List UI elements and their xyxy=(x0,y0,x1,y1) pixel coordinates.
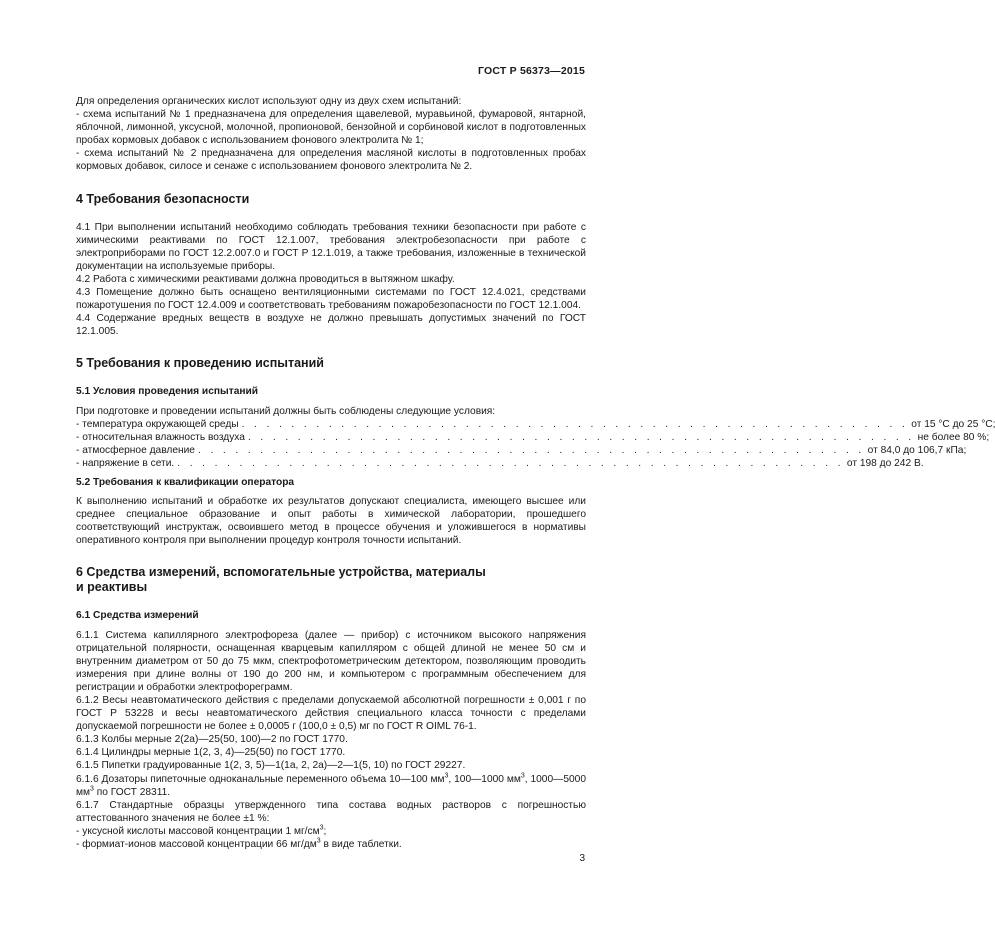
condition-value: от 198 до 242 В. xyxy=(846,457,924,469)
condition-label: - относительная влажность воздуха xyxy=(76,431,245,443)
p616-part-c: , 1000—5000 мм xyxy=(76,773,586,798)
superscript: 3 xyxy=(444,772,449,780)
dot-leader: . . . . . . . . . . . . . . . . . . . . . . . . . . . . . . . . . . . . . . . . . . . . . . . . . . . . . . xyxy=(197,444,865,456)
section-5-2-title: 5.2 Требования к квалификации оператора xyxy=(76,476,295,488)
paragraph-6-1-7-item xyxy=(76,838,586,851)
item-text: в виде таблетки. xyxy=(320,839,402,851)
superscript: 3 xyxy=(316,837,321,845)
condition-value: не более 80 %; xyxy=(917,431,990,443)
section-6-title-line1: 6 Средства измерений, вспомогательные устройства, материалы xyxy=(76,565,486,580)
p616-part-a: 6.1.6 Дозаторы пипеточные одноканальные переменного объема 10—100 мм xyxy=(76,773,445,785)
p616-part-b: , 100—1000 мм xyxy=(448,773,521,785)
paragraph-4-3: 4.3 Помещение должно быть оснащено вентиляционными системами по ГОСТ 12.4.021, средствами пожаротушения по ГОСТ 12.4.009 и соответствовать требованиям пожаробезопасности по ГОСТ 12.1.004. xyxy=(76,287,586,312)
p616-part-d: по ГОСТ 28311. xyxy=(93,786,171,798)
item-text: ; xyxy=(323,825,327,837)
paragraph-6-1-6 xyxy=(76,773,586,799)
paragraph-6-1-4: 6.1.4 Цилиндры мерные 1(2, 3, 4)—25(50) по ГОСТ 1770. xyxy=(76,747,346,759)
dot-leader: . . . . . . . . . . . . . . . . . . . . . . . . . . . . . . . . . . . . . . . . . . . . . . . . . . . . . . xyxy=(177,457,844,469)
section-5-2-text: К выполнению испытаний и обработке их результатов допускают специалиста, имеющего высшее или среднее специальное образование и опыт работы в химической лаборатории, прошедшего соответствующий инструктаж, освоившего метод в процессе обучения и уложившегося в нормативы оперативного контроля при выполнении процедур контроля точности испытаний. xyxy=(76,496,586,547)
section-5-title: 5 Требования к проведению испытаний xyxy=(76,356,324,371)
superscript: 3 xyxy=(319,824,324,832)
section-6-title-line2: и реактивы xyxy=(76,580,148,595)
intro-paragraph: Для определения органических кислот используют одну из двух схем испытаний: xyxy=(76,96,462,107)
superscript: 3 xyxy=(520,772,525,780)
condition-row xyxy=(76,431,990,444)
dot-leader: . . . . . . . . . . . . . . . . . . . . . . . . . . . . . . . . . . . . . . . . . . . . . . . . . . . . . . xyxy=(247,431,915,443)
section-5-1-title: 5.1 Условия проведения испытаний xyxy=(76,386,259,398)
paragraph-4-2: 4.2 Работа с химическими реактивами должна проводиться в вытяжном шкафу. xyxy=(76,273,455,285)
paragraph-6-1-3: 6.1.3 Колбы мерные 2(2а)—25(50, 100)—2 по ГОСТ 1770. xyxy=(76,734,348,746)
condition-value: от 15 °С до 25 °С; xyxy=(911,418,995,430)
paragraph-6-1-2: 6.1.2 Весы неавтоматического действия с пределами допускаемой абсолютной погрешности ± 0,001 г по ГОСТ Р 53228 и весы неавтоматического действия специального класса точности с пределами допускаемой погрешности не более ± 0,0005 г (100,0 ± 0,5) мг по ГОСТ R OIML 76-1. xyxy=(76,695,586,733)
condition-label: - напряжение в сети. xyxy=(76,457,175,469)
item-text: - формиат-ионов массовой концентрации 66 мг/дм xyxy=(76,839,317,851)
section-4-title: 4 Требования безопасности xyxy=(76,191,250,206)
paragraph-6-1-1: 6.1.1 Система капиллярного электрофореза (далее — прибор) с источником высокого напряжения отрицательной полярности, оснащенная кварцевым капилляром с общей длиной не менее 50 см и внутренним диаметром от 50 до 75 мкм, спектрофотометрическим детектором, позволяющим проводить измерения при длине волны от 190 до 200 нм, и компьютером с программным обеспечением для регистрации и обработки электрофореграмм. xyxy=(76,629,586,693)
condition-row xyxy=(76,418,995,431)
condition-label: - температура окружающей среды xyxy=(76,418,239,430)
section-6-1-title: 6.1 Средства измерений xyxy=(76,610,199,622)
item-text: - уксусной кислоты массовой концентрации 1 мг/см xyxy=(76,825,320,837)
condition-value: от 84,0 до 106,7 кПа; xyxy=(867,444,967,456)
condition-row xyxy=(76,444,967,457)
condition-row xyxy=(76,457,924,470)
intro-item: - схема испытаний № 1 предназначена для определения щавелевой, муравьиной, фумаровой, янтарной, яблочной, лимонной, уксусной, молочной, пропионовой, бензойной и сорбиновой кислот в подготовленных пробах кормовых добавок с использованием фонового электролита № 1; xyxy=(76,109,586,147)
paragraph-6-1-7-item xyxy=(76,825,586,838)
paragraph-6-1-5: 6.1.5 Пипетки градуированные 1(2, 3, 5)—1(1а, 2, 2а)—2—1(5, 10) по ГОСТ 29227. xyxy=(76,760,466,772)
condition-label: - атмосферное давление xyxy=(76,444,195,456)
dot-leader: . . . . . . . . . . . . . . . . . . . . . . . . . . . . . . . . . . . . . . . . . . . . . . . . . . . . . . xyxy=(241,418,909,430)
intro-item: - схема испытаний № 2 предназначена для определения масляной кислоты в подготовленных пробах кормовых добавок, силосе и сенаже с использованием фонового электролита № 2. xyxy=(76,148,586,173)
document-header: ГОСТ Р 56373—2015 xyxy=(477,65,585,77)
document-body xyxy=(76,95,995,851)
paragraph-4-1: 4.1 При выполнении испытаний необходимо соблюдать требования техники безопасности при работе с химическими реактивами по ГОСТ 12.1.007, требования электробезопасности при работе с электроприборами по ГОСТ 12.2.007.0 и ГОСТ Р 12.1.019, а также требования, изложенные в технической документации на используемые приборы. xyxy=(76,221,586,272)
page-number: 3 xyxy=(579,853,585,864)
superscript: 3 xyxy=(90,785,94,793)
section-6-title xyxy=(76,565,586,595)
paragraph-4-4: 4.4 Содержание вредных веществ в воздухе не должно превышать допустимых значений по ГОСТ 12.1.005. xyxy=(76,313,586,338)
paragraph-6-1-7: 6.1.7 Стандартные образцы утвержденного типа состава водных растворов с погрешностью аттестованного значения не более ±1 %: xyxy=(76,799,586,824)
section-5-1-intro: При подготовке и проведении испытаний должны быть соблюдены следующие условия: xyxy=(76,405,496,417)
